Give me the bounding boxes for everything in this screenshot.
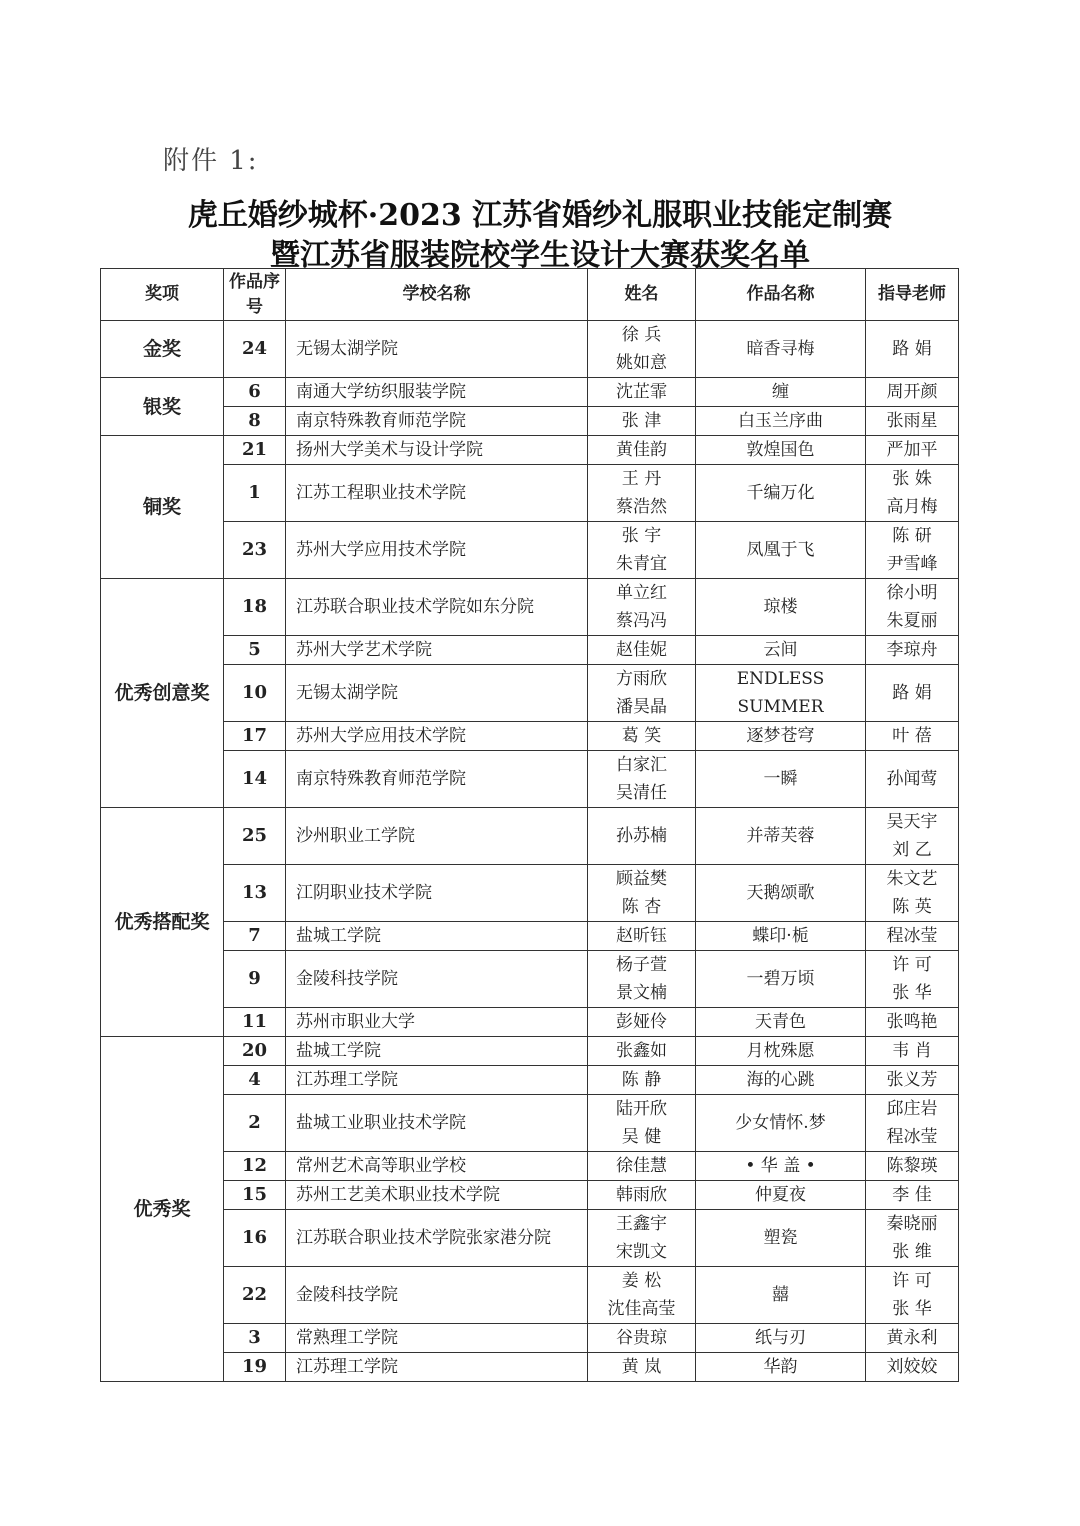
table-header-row: [101, 269, 959, 321]
advisor-names: [866, 1095, 959, 1152]
student-name: 朱青宜: [616, 554, 667, 574]
school-name: 无锡太湖学院: [286, 321, 588, 378]
student-name: 孙苏楠: [616, 826, 667, 846]
advisor-names: [866, 951, 959, 1008]
entry-number: 21: [224, 436, 286, 465]
advisor-name: 张 华: [892, 983, 932, 1003]
advisor-names: [866, 321, 959, 378]
work-title: 纸与刃: [696, 1324, 866, 1353]
student-names: [588, 865, 696, 922]
award-cell: 优秀创意奖: [101, 579, 224, 808]
award-cell: 银奖: [101, 378, 224, 436]
advisor-names: [866, 1181, 959, 1210]
advisor-name: 朱文艺: [886, 869, 938, 889]
header-school: 学校名称: [286, 269, 588, 321]
student-name: 蔡冯冯: [616, 611, 667, 631]
school-name: 金陵科技学院: [286, 1267, 588, 1324]
student-names: [588, 751, 696, 808]
advisor-name: 尹雪峰: [886, 554, 938, 574]
award-cell: 铜奖: [101, 436, 224, 579]
table-row: [101, 407, 959, 436]
student-name: 姚如意: [616, 353, 667, 373]
entry-number: 8: [224, 407, 286, 436]
work-title: 并蒂芙蓉: [696, 808, 866, 865]
work-title: 天鹅颂歌: [696, 865, 866, 922]
header-names: 姓名: [588, 269, 696, 321]
entry-number: 17: [224, 722, 286, 751]
table-row: [101, 636, 959, 665]
entry-number: 15: [224, 1181, 286, 1210]
table-row: [101, 579, 959, 636]
table-row: [101, 436, 959, 465]
student-name: 张 宇: [621, 526, 662, 546]
work-title: 暗香寻梅: [696, 321, 866, 378]
advisor-name: 陈黎瑛: [886, 1156, 938, 1176]
student-name: 张 津: [621, 411, 662, 431]
work-title: 白玉兰序曲: [696, 407, 866, 436]
student-name: 张鑫如: [616, 1041, 667, 1061]
school-name: 金陵科技学院: [286, 951, 588, 1008]
student-name: 吴清任: [616, 783, 667, 803]
student-names: [588, 1210, 696, 1267]
student-name: 陈 杏: [621, 897, 662, 917]
advisor-name: 韦 肖: [892, 1041, 932, 1061]
advisor-name: 陈 研: [892, 526, 932, 546]
entry-number: 12: [224, 1152, 286, 1181]
table-row: [101, 1353, 959, 1382]
table-body: [101, 321, 959, 1382]
work-title: 月枕殊愿: [696, 1037, 866, 1066]
award-cell: 优秀搭配奖: [101, 808, 224, 1037]
entry-number: 22: [224, 1267, 286, 1324]
advisor-names: [866, 407, 959, 436]
student-names: [588, 1267, 696, 1324]
advisor-names: [866, 436, 959, 465]
work-title: 蝶印·栀: [696, 922, 866, 951]
award-cell: 优秀奖: [101, 1037, 224, 1382]
work-title: 少女情怀.梦: [696, 1095, 866, 1152]
advisor-name: 刘 乙: [892, 840, 932, 860]
header-number: 作品序号: [224, 269, 286, 321]
student-names: [588, 321, 696, 378]
work-title: 华韵: [696, 1353, 866, 1382]
student-names: [588, 579, 696, 636]
entry-number: 5: [224, 636, 286, 665]
student-names: [588, 1353, 696, 1382]
work-title: 琼楼: [696, 579, 866, 636]
advisor-name: 刘姣姣: [886, 1357, 938, 1377]
work-title: 缠: [696, 378, 866, 407]
advisor-names: [866, 922, 959, 951]
advisor-names: [866, 1353, 959, 1382]
entry-number: 1: [224, 465, 286, 522]
school-name: 苏州工艺美术职业技术学院: [286, 1181, 588, 1210]
advisor-name: 严加平: [886, 440, 938, 460]
entry-number: 14: [224, 751, 286, 808]
entry-number: 16: [224, 1210, 286, 1267]
student-name: 徐 兵: [621, 325, 662, 345]
entry-number: 7: [224, 922, 286, 951]
advisor-name: 高月梅: [886, 497, 938, 517]
advisor-names: [866, 1152, 959, 1181]
table-row: [101, 1181, 959, 1210]
advisor-names: [866, 1267, 959, 1324]
advisor-names: [866, 1210, 959, 1267]
table-row: [101, 1037, 959, 1066]
advisor-name: 张 维: [892, 1242, 932, 1262]
entry-number: 3: [224, 1324, 286, 1353]
student-name: 陆开欣: [616, 1099, 667, 1119]
advisor-names: [866, 722, 959, 751]
header-award: 奖项: [101, 269, 224, 321]
student-name: 白家汇: [616, 755, 667, 775]
advisor-name: 邱庄岩: [886, 1099, 938, 1119]
student-names: [588, 636, 696, 665]
entry-number: 4: [224, 1066, 286, 1095]
advisor-name: 张 华: [892, 1299, 932, 1319]
school-name: 江阴职业技术学院: [286, 865, 588, 922]
student-names: [588, 465, 696, 522]
advisor-names: [866, 636, 959, 665]
advisor-name: 徐小明: [886, 583, 938, 603]
student-name: 方雨欣: [616, 669, 667, 689]
advisor-name: 张 姝: [892, 469, 932, 489]
advisor-name: 程冰莹: [886, 1127, 938, 1147]
table-row: [101, 1267, 959, 1324]
awards-table: [100, 268, 959, 1382]
table-row: [101, 1066, 959, 1095]
entry-number: 24: [224, 321, 286, 378]
school-name: 盐城工业职业技术学院: [286, 1095, 588, 1152]
student-name: 蔡浩然: [616, 497, 667, 517]
advisor-name: 秦晓丽: [886, 1214, 938, 1234]
advisor-names: [866, 579, 959, 636]
advisor-names: [866, 865, 959, 922]
entry-number: 9: [224, 951, 286, 1008]
entry-number: 6: [224, 378, 286, 407]
school-name: 盐城工学院: [286, 1037, 588, 1066]
advisor-name: 吴天宇: [886, 812, 938, 832]
advisor-names: [866, 378, 959, 407]
student-name: 陈 静: [621, 1070, 662, 1090]
work-title: 凤凰于飞: [696, 522, 866, 579]
school-name: 沙州职业工学院: [286, 808, 588, 865]
table-row: [101, 951, 959, 1008]
student-names: [588, 378, 696, 407]
advisor-name: 程冰莹: [886, 926, 938, 946]
student-names: [588, 1095, 696, 1152]
advisor-names: [866, 1008, 959, 1037]
entry-number: 10: [224, 665, 286, 722]
student-name: 宋凯文: [616, 1242, 667, 1262]
table-row: [101, 922, 959, 951]
entry-number: 19: [224, 1353, 286, 1382]
student-name: 徐佳慧: [616, 1156, 667, 1176]
school-name: 江苏理工学院: [286, 1066, 588, 1095]
work-title: 云间: [696, 636, 866, 665]
school-name: 常州艺术高等职业学校: [286, 1152, 588, 1181]
student-names: [588, 1066, 696, 1095]
school-name: 常熟理工学院: [286, 1324, 588, 1353]
work-title: 敦煌国色: [696, 436, 866, 465]
advisor-name: 李 佳: [892, 1185, 932, 1205]
work-title: 一瞬: [696, 751, 866, 808]
school-name: 江苏联合职业技术学院张家港分院: [286, 1210, 588, 1267]
advisor-name: 张义芳: [886, 1070, 938, 1090]
table-row: [101, 722, 959, 751]
work-title: 天青色: [696, 1008, 866, 1037]
work-title: 一碧万顷: [696, 951, 866, 1008]
award-cell: 金奖: [101, 321, 224, 378]
advisor-name: 李琼舟: [886, 640, 938, 660]
advisor-name: 孙闻莺: [886, 769, 938, 789]
work-title: 塑瓷: [696, 1210, 866, 1267]
advisor-names: [866, 465, 959, 522]
advisor-names: [866, 808, 959, 865]
school-name: 盐城工学院: [286, 922, 588, 951]
student-name: 姜 松: [621, 1271, 662, 1291]
advisor-name: 路 娟: [892, 683, 932, 703]
attachment-label: 附件 1:: [163, 146, 259, 176]
school-name: 江苏工程职业技术学院: [286, 465, 588, 522]
work-title: 仲夏夜: [696, 1181, 866, 1210]
advisor-name: 张雨星: [886, 411, 938, 431]
student-name: 杨子萱: [616, 955, 667, 975]
student-name: 吴 健: [621, 1127, 662, 1147]
student-names: [588, 522, 696, 579]
header-work: 作品名称: [696, 269, 866, 321]
advisor-name: 黄永利: [886, 1328, 938, 1348]
advisor-names: [866, 665, 959, 722]
student-names: [588, 922, 696, 951]
student-name: 王鑫宇: [616, 1214, 667, 1234]
advisor-name: 许 可: [892, 955, 932, 975]
student-name: 沈佳高莹: [607, 1299, 676, 1319]
student-name: 顾益樊: [616, 869, 667, 889]
advisor-name: 张鸣艳: [886, 1012, 938, 1032]
table-row: [101, 665, 959, 722]
table-row: [101, 1152, 959, 1181]
student-names: [588, 1037, 696, 1066]
school-name: 江苏理工学院: [286, 1353, 588, 1382]
student-names: [588, 1152, 696, 1181]
student-names: [588, 436, 696, 465]
document-title-line1: 虎丘婚纱城杯·2023 江苏省婚纱礼服职业技能定制赛: [187, 198, 893, 233]
table-row: [101, 522, 959, 579]
student-names: [588, 665, 696, 722]
table-row: [101, 1324, 959, 1353]
table-row: [101, 321, 959, 378]
student-names: [588, 407, 696, 436]
table-row: [101, 1095, 959, 1152]
advisor-names: [866, 522, 959, 579]
table-row: [101, 378, 959, 407]
table-row: [101, 465, 959, 522]
advisor-names: [866, 1037, 959, 1066]
advisor-names: [866, 751, 959, 808]
student-name: 黄 岚: [621, 1357, 662, 1377]
student-name: 景文楠: [616, 983, 667, 1003]
student-name: 王 丹: [621, 469, 662, 489]
advisor-name: 许 可: [892, 1271, 932, 1291]
work-title: 囍: [696, 1267, 866, 1324]
work-title: ENDLESS SUMMER: [696, 665, 866, 722]
student-name: 葛 笑: [621, 726, 662, 746]
table-row: [101, 751, 959, 808]
advisor-name: 朱夏丽: [886, 611, 938, 631]
table-row: [101, 1210, 959, 1267]
work-title: 逐梦苍穹: [696, 722, 866, 751]
entry-number: 18: [224, 579, 286, 636]
student-name: 沈芷霏: [616, 382, 667, 402]
work-title: • 华 盖 •: [696, 1152, 866, 1181]
student-names: [588, 1181, 696, 1210]
entry-number: 2: [224, 1095, 286, 1152]
school-name: 扬州大学美术与设计学院: [286, 436, 588, 465]
document-title-line2: 暨江苏省服装院校学生设计大赛获奖名单: [270, 238, 810, 273]
student-name: 潘昊晶: [616, 697, 667, 717]
advisor-name: 周开颜: [886, 382, 938, 402]
student-names: [588, 1324, 696, 1353]
advisor-name: 叶 蓓: [892, 726, 932, 746]
school-name: 苏州大学艺术学院: [286, 636, 588, 665]
school-name: 南通大学纺织服装学院: [286, 378, 588, 407]
header-teachers: 指导老师: [866, 269, 959, 321]
student-name: 单立红: [616, 583, 667, 603]
school-name: 南京特殊教育师范学院: [286, 407, 588, 436]
student-name: 韩雨欣: [616, 1185, 667, 1205]
student-name: 赵佳妮: [616, 640, 667, 660]
student-names: [588, 808, 696, 865]
entry-number: 11: [224, 1008, 286, 1037]
advisor-names: [866, 1066, 959, 1095]
school-name: 南京特殊教育师范学院: [286, 751, 588, 808]
school-name: 苏州大学应用技术学院: [286, 522, 588, 579]
table-row: [101, 1008, 959, 1037]
student-names: [588, 951, 696, 1008]
advisor-names: [866, 1324, 959, 1353]
work-title: 千编万化: [696, 465, 866, 522]
school-name: 无锡太湖学院: [286, 665, 588, 722]
advisor-name: 陈 英: [892, 897, 932, 917]
advisor-name: 路 娟: [892, 339, 932, 359]
table-row: [101, 808, 959, 865]
entry-number: 23: [224, 522, 286, 579]
entry-number: 13: [224, 865, 286, 922]
student-name: 谷贵琼: [616, 1328, 667, 1348]
school-name: 苏州大学应用技术学院: [286, 722, 588, 751]
student-name: 彭娅伶: [616, 1012, 667, 1032]
student-name: 黄佳韵: [616, 440, 667, 460]
table-row: [101, 865, 959, 922]
school-name: 江苏联合职业技术学院如东分院: [286, 579, 588, 636]
student-name: 赵昕钰: [616, 926, 667, 946]
entry-number: 20: [224, 1037, 286, 1066]
entry-number: 25: [224, 808, 286, 865]
work-title: 海的心跳: [696, 1066, 866, 1095]
student-names: [588, 722, 696, 751]
school-name: 苏州市职业大学: [286, 1008, 588, 1037]
student-names: [588, 1008, 696, 1037]
